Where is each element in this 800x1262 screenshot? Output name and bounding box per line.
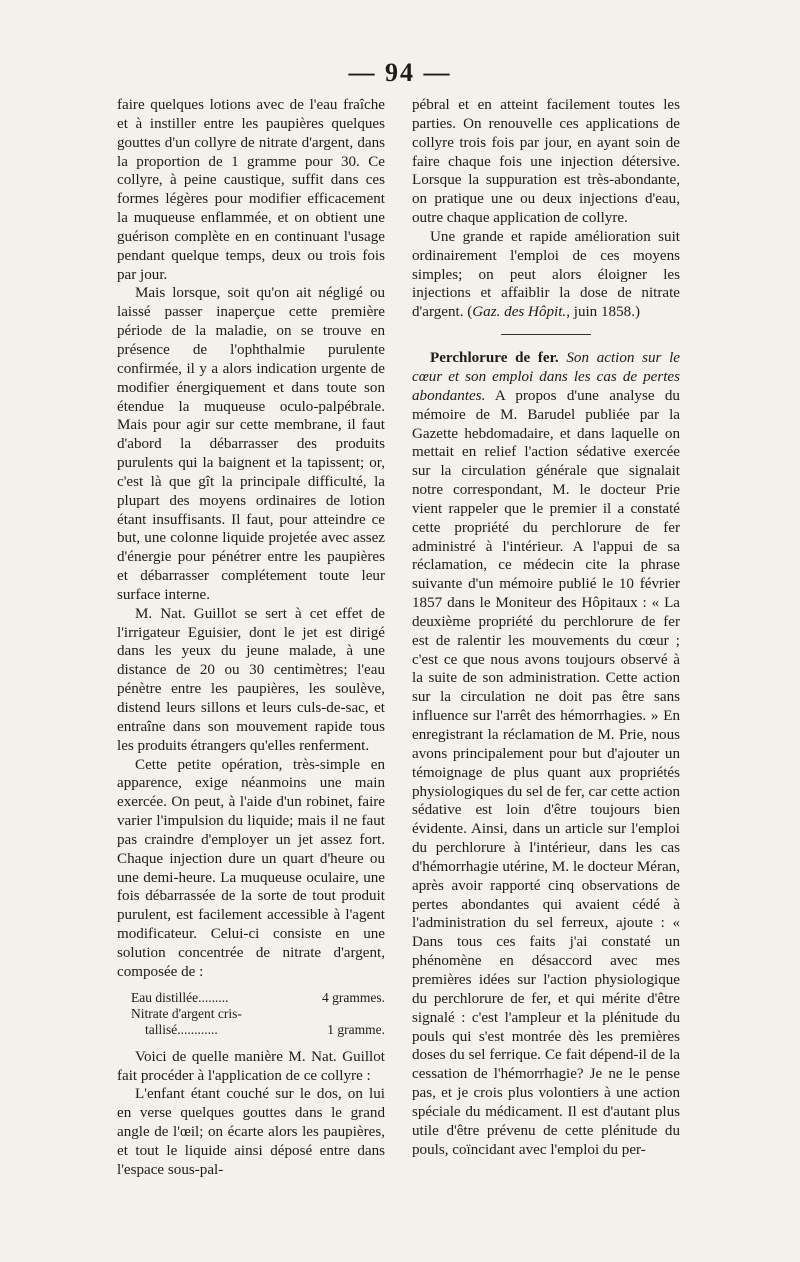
paragraph (412, 349, 680, 1159)
recipe-ingredient: Eau distillée......... (131, 989, 229, 1005)
left-column (117, 96, 385, 1180)
paragraph: Voici de quelle manière M. Nat. Guillot fait procéder à l'application de ce collyre : (117, 1048, 385, 1084)
recipe-row (131, 990, 385, 1006)
paragraph (412, 228, 680, 322)
section-headword: Perchlorure de fer. (430, 350, 559, 367)
page-number: — 94 — (348, 58, 452, 87)
paragraph: pébral et en atteint facilement toutes les parties. On renouvelle ces applications de collyre trois fois par jour, en ayant soin de faire chaque fois une injection détersive. Lorsque la suppuration est très-abondante, on pratique une ou deux injections d'eau, outre chaque application de collyre. (412, 97, 680, 227)
recipe-row (131, 1006, 385, 1022)
paragraph: faire quelques lotions avec de l'eau fraîche et à instiller entre les paupières quelques gouttes d'un collyre de nitrate d'argent, dans la proportion de 1 gramme pour 30. Ce collyre, à peine caustique, suffit dans ces formes légères pour modifier efficacement la muqueuse enflammée, et on obtient une guérison complète en en continuant l'usage pendant quelque temps, deux ou trois fois par jour. (117, 97, 385, 283)
paragraph: Cette petite opération, très-simple en apparence, exige néanmoins une main exercée. On peut, à l'aide d'un robinet, faire varier l'impulsion du liquide; mais il ne faut pas craindre d'employer un jet assez fort. Chaque injection dure un quart d'heure ou une demi-heure. La muqueuse oculaire, une fois débarrassée de la sorte de tout produit purulent, est facilement accessible à l'agent modificateur. Celui-ci consiste en une solution concentrée de nitrate d'argent, composée de : (117, 756, 385, 980)
paragraph: L'enfant étant couché sur le dos, on lui en verse quelques gouttes dans le grand angle de l'œil; on écarte alors les paupières, et tout le liquide ainsi déposé entre dans l'espace sous-pal- (117, 1086, 385, 1178)
section-subtitle: Son action sur le cœur et son emploi dans les cas de pertes abondantes. (412, 350, 680, 404)
paragraph-text: A propos d'une analyse du mémoire de M. Barudel publiée par la Gazette hebdomadaire, et dans laquelle on mettait en relief l'action sédative exercée sur la circulation générale que signalait notre correspondant, M. le docteur Prie vient rappeler que le premier il a constaté cette propriété du perchlorure de fer administré à l'intérieur. A l'appui de sa réclamation, ce médecin cite la phrase suivante d'un mémoire publié le 10 février 1857 dans le Moniteur des Hôpitaux : « La deuxième propriété du perchlorure de fer est de ralentir les mouvements du cœur ; c'est ce que nous avons toujours observé à la suite de son administration. Cette action sur la circulation ne doit pas être sans influence sur l'arrêt des hémorrhagies. » En enregistrant la réclamation de M. Prie, nous avons principalement pour but d'ajouter un témoignage de plus quant aux propriétés physiologiques du sel de fer, car cette action sédative est loin d'être toujours bien évidente. Ainsi, dans un article sur l'emploi du perchlorure à l'intérieur, dans les cas d'hémorrhagie utérine, M. le docteur Méran, après avoir rapporté cinq observations de pertes abondantes qui avaient cédé à l'administration du sel ferreux, ajoute : « Dans tous ces faits j'ai constaté un phénomène en désaccord avec mes premières idées sur l'action physiologique du perchlorure de fer, et qui mérite d'être signalé : c'est l'ampleur et la plénitude du pouls qui s'est montrée dès les premières doses du sel ferrique. Ce fait dépend-il de la cessation de l'hémorrhagie? Je ne le pense pas, et je crois plus volontiers à une action spéciale du médicament. Il est d'autant plus utile d'être prévenu de cette plénitude du pouls, coïncidant avec l'emploi du per- (412, 387, 680, 1158)
recipe-ingredient: Nitrate d'argent cris- (131, 1005, 242, 1021)
recipe-quantity: 1 gramme. (327, 1021, 385, 1037)
paragraph: M. Nat. Guillot se sert à cet effet de l'irrigateur Eguisier, dont le jet est dirigé dans les yeux du jeune malade, à une distance de 20 ou 30 centimètres; l'eau pénètre entre les paupières, les soulève, distend leurs sillons et leurs culs-de-sac, et entraîne dans son mouvement rapide tous les produits étrangers qu'elles renferment. (117, 605, 385, 754)
section-divider (501, 334, 591, 335)
recipe-formula (131, 990, 385, 1038)
source-citation: Gaz. des Hôpit. (472, 304, 567, 321)
paragraph-text: , juin 1858.) (566, 304, 640, 321)
paragraph-text: Une grande et rapide amélioration suit ordinairement l'emploi de ces moyens simples; on peut alors éloigner les injections et affaiblir la dose de nitrate d'argent. ( (412, 228, 680, 321)
recipe-ingredient: tallisé............ (145, 1021, 218, 1037)
recipe-quantity: 4 grammes. (322, 989, 385, 1005)
recipe-row (131, 1022, 385, 1038)
right-column (412, 96, 680, 1159)
paragraph: Mais lorsque, soit qu'on ait négligé ou laissé passer inaperçue cette première période de la maladie, on se trouve en présence de l'ophthalmie purulente confirmée, il y a alors indication urgente de modifier énergiquement et dans toute son étendue la muqueuse oculo-palpébrale. Mais pour agir sur cette membrane, il faut d'abord la débarrasser des produits purulents qui la baignent et la tapissent; or, c'est là que gît la principale difficulté, la plupart des moyens ordinaires de lotion étant insuffisants. Il faut, pour atteindre ce but, une colonne liquide projetée avec assez d'énergie pour pénétrer entre les paupières et débarrasser complétement toute leur surface interne. (117, 285, 385, 603)
